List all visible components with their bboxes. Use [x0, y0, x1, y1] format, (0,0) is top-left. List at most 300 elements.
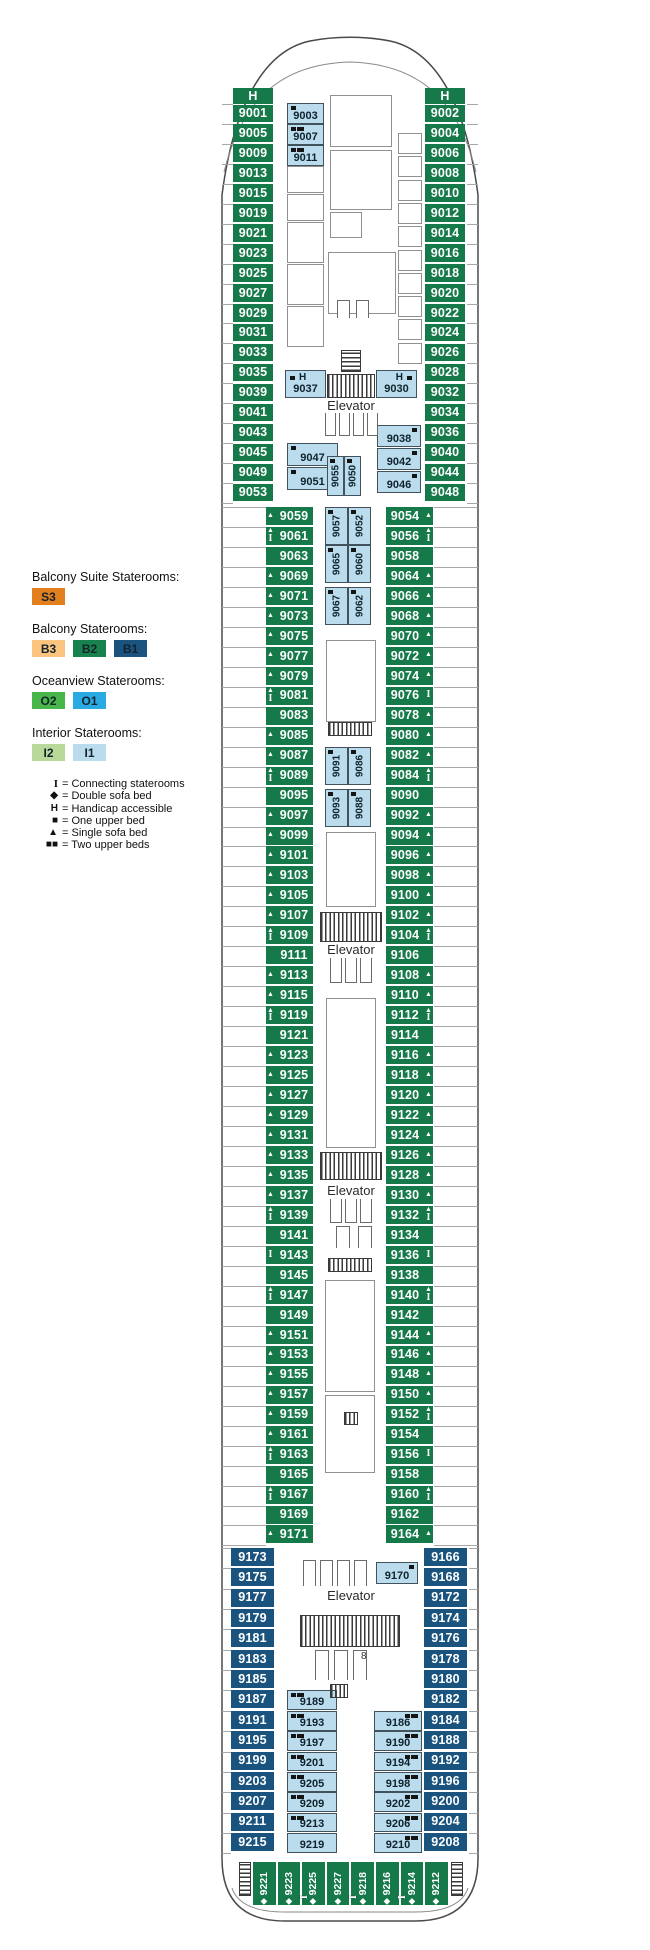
stateroom-9096[interactable]: 9096 ▲	[386, 846, 433, 864]
stateroom-9175[interactable]: 9175	[231, 1568, 274, 1586]
balcony-divider	[222, 787, 266, 788]
stateroom-9112[interactable]: 9112 ▲ I	[386, 1006, 433, 1024]
stateroom-9131[interactable]: ▲ 9131	[266, 1126, 313, 1144]
stairs-icon	[300, 1615, 400, 1647]
stateroom-9133[interactable]: ▲ 9133	[266, 1146, 313, 1164]
balcony-divider	[222, 1146, 266, 1147]
stateroom-9001[interactable]: 9001	[233, 105, 273, 123]
room-unnumbered	[398, 180, 422, 201]
stateroom-9118[interactable]: 9118 ▲	[386, 1066, 433, 1084]
balcony-divider	[467, 244, 478, 245]
balcony-divider	[434, 906, 478, 907]
stateroom-9137[interactable]: ▲ 9137	[266, 1186, 313, 1204]
stateroom-9070[interactable]: 9070 ▲	[386, 627, 433, 645]
stateroom-9213[interactable]: 9213	[287, 1813, 337, 1833]
stateroom-9058[interactable]: 9058	[386, 547, 433, 565]
stateroom-9216[interactable]: ◆ 9216	[376, 1862, 399, 1905]
stateroom-9155[interactable]: ▲ 9155	[266, 1366, 313, 1384]
stateroom-9033[interactable]: 9033	[233, 344, 273, 362]
stateroom-9166[interactable]: 9166	[424, 1548, 467, 1566]
stateroom-9092[interactable]: 9092 ▲	[386, 807, 433, 825]
balcony-divider	[434, 547, 478, 548]
stateroom-9054[interactable]: 9054 ▲	[386, 507, 433, 525]
stateroom-9198[interactable]: 9198	[374, 1772, 422, 1792]
balcony-divider	[469, 1853, 478, 1854]
stateroom-9191[interactable]: 9191	[231, 1711, 274, 1729]
balcony-divider	[434, 647, 478, 648]
stateroom-9047[interactable]: 9047	[287, 443, 338, 466]
connecting-mark: I	[345, 1895, 358, 1900]
stateroom-9132[interactable]: 9132 ▲ I	[386, 1206, 433, 1224]
balcony-divider	[434, 767, 478, 768]
room-unnumbered	[398, 343, 422, 364]
connecting-mark: I	[395, 1895, 407, 1900]
balcony-divider	[222, 1650, 231, 1651]
stateroom-9016[interactable]: 9016	[425, 244, 465, 262]
stateroom-9056[interactable]: 9056 ▲ I	[386, 527, 433, 545]
stateroom-9145[interactable]: 9145	[266, 1266, 313, 1284]
stateroom-9055[interactable]: 9055	[327, 456, 344, 496]
stateroom-9123[interactable]: ▲ 9123	[266, 1046, 313, 1064]
stateroom-9106[interactable]: 9106	[386, 946, 433, 964]
stateroom-9169[interactable]: 9169	[266, 1506, 313, 1524]
stateroom-9037[interactable]: H 9037	[285, 370, 326, 398]
stateroom-9078[interactable]: 9078 ▲	[386, 707, 433, 725]
stateroom-9218[interactable]: ◆ 9218	[351, 1862, 374, 1905]
stateroom-9193[interactable]: 9193	[287, 1711, 337, 1731]
stateroom-9140[interactable]: 9140 ▲ I	[386, 1286, 433, 1304]
stateroom-9146[interactable]: 9146 ▲	[386, 1346, 433, 1364]
stateroom-9077[interactable]: ▲ 9077	[266, 647, 313, 665]
stateroom-9036[interactable]: 9036	[425, 424, 465, 442]
stateroom-9181[interactable]: 9181	[231, 1629, 274, 1647]
stateroom-9083[interactable]: 9083	[266, 707, 313, 725]
stateroom-9208[interactable]: 9208	[424, 1833, 467, 1851]
balcony-divider	[222, 284, 233, 285]
stateroom-9168[interactable]: 9168	[424, 1568, 467, 1586]
stateroom-9144[interactable]: 9144 ▲	[386, 1326, 433, 1344]
stateroom-9223[interactable]: ◆ 9223	[278, 1862, 301, 1905]
stateroom-9099[interactable]: ▲ 9099	[266, 827, 313, 845]
stateroom-9063[interactable]: 9063	[266, 547, 313, 565]
stateroom-9225[interactable]: ◆ 9225	[302, 1862, 325, 1905]
stateroom-9142[interactable]: 9142	[386, 1306, 433, 1324]
stateroom-9002[interactable]: 9002	[425, 105, 465, 123]
stateroom-9139[interactable]: ▲ I 9139	[266, 1206, 313, 1224]
stateroom-9007[interactable]: 9007	[287, 124, 324, 145]
stateroom-9059[interactable]: ▲ 9059	[266, 507, 313, 525]
balcony-divider	[222, 503, 233, 504]
stateroom-9084[interactable]: 9084 ▲ I	[386, 767, 433, 785]
stateroom-9192[interactable]: 9192	[424, 1752, 467, 1770]
stateroom-9161[interactable]: ▲ 9161	[266, 1426, 313, 1444]
stateroom-9093[interactable]: 9093	[325, 789, 348, 827]
stateroom-9174[interactable]: 9174	[424, 1609, 467, 1627]
room-unnumbered	[326, 998, 376, 1148]
stateroom-9045[interactable]: 9045	[233, 444, 273, 462]
stateroom-9027[interactable]: 9027	[233, 284, 273, 302]
balcony-divider	[434, 587, 478, 588]
stateroom-9009[interactable]: 9009	[233, 144, 273, 162]
stateroom-9134[interactable]: 9134	[386, 1226, 433, 1244]
stateroom-9015[interactable]: 9015	[233, 184, 273, 202]
stateroom-9170[interactable]: 9170	[376, 1562, 418, 1584]
stateroom-9207[interactable]: 9207	[231, 1792, 274, 1810]
stateroom-9153[interactable]: ▲ 9153	[266, 1346, 313, 1364]
stateroom-9020[interactable]: 9020	[425, 284, 465, 302]
balcony-divider	[222, 184, 233, 185]
elevator-shaft	[334, 1650, 348, 1680]
stateroom-9098[interactable]: 9098 ▲	[386, 866, 433, 884]
stateroom-9024[interactable]: 9024	[425, 324, 465, 342]
elevator-shaft	[367, 413, 378, 436]
stateroom-9034[interactable]: 9034	[425, 404, 465, 422]
stateroom-9221[interactable]: ◆ 9221	[253, 1862, 276, 1905]
stateroom-9141[interactable]: 9141	[266, 1226, 313, 1244]
stateroom-9039[interactable]: 9039	[233, 384, 273, 402]
balcony-divider	[434, 1126, 478, 1127]
stateroom-9160[interactable]: 9160 ▲ I	[386, 1486, 433, 1504]
stateroom-9119[interactable]: ▲ I 9119	[266, 1006, 313, 1024]
balcony-divider	[434, 926, 478, 927]
balcony-divider	[222, 1446, 266, 1447]
stateroom-9120[interactable]: 9120 ▲	[386, 1086, 433, 1104]
balcony-divider	[222, 1792, 231, 1793]
stateroom-9149[interactable]: 9149	[266, 1306, 313, 1324]
balcony-divider	[222, 1126, 266, 1127]
stateroom-9014[interactable]: 9014	[425, 224, 465, 242]
stateroom-9052[interactable]: 9052	[348, 507, 371, 545]
stateroom-9038[interactable]: 9038	[377, 425, 421, 447]
balcony-divider	[222, 1386, 266, 1387]
stateroom-9157[interactable]: ▲ 9157	[266, 1386, 313, 1404]
stateroom-9158[interactable]: 9158	[386, 1466, 433, 1484]
stateroom-9095[interactable]: 9095	[266, 787, 313, 805]
stateroom-9176[interactable]: 9176	[424, 1629, 467, 1647]
stateroom-9190[interactable]: 9190	[374, 1731, 422, 1751]
stateroom-9165[interactable]: 9165	[266, 1466, 313, 1484]
stateroom-9125[interactable]: ▲ 9125	[266, 1066, 313, 1084]
stateroom-9108[interactable]: 9108 ▲	[386, 966, 433, 984]
stateroom-9076[interactable]: 9076 I	[386, 687, 433, 705]
balcony-divider	[469, 1752, 478, 1753]
stateroom-9049[interactable]: 9049	[233, 464, 273, 482]
stateroom-9046[interactable]: 9046	[377, 471, 421, 493]
legend-symbol-glyph: ■	[51, 814, 58, 826]
stateroom-9124[interactable]: 9124 ▲	[386, 1126, 433, 1144]
stateroom-9067[interactable]: 9067	[325, 587, 348, 625]
stateroom-9154[interactable]: 9154	[386, 1426, 433, 1444]
stateroom-9013[interactable]: 9013	[233, 164, 273, 182]
stateroom-9071[interactable]: ▲ 9071	[266, 587, 313, 605]
balcony-divider	[222, 667, 266, 668]
balcony-divider	[222, 846, 266, 847]
stateroom-9031[interactable]: 9031	[233, 324, 273, 342]
balcony-divider	[467, 483, 478, 484]
stateroom-9202[interactable]: 9202	[374, 1792, 422, 1812]
room-unnumbered	[398, 273, 422, 294]
stateroom-9201[interactable]: 9201	[287, 1752, 337, 1772]
stateroom-9068[interactable]: 9068 ▲	[386, 607, 433, 625]
room-unnumbered	[287, 264, 324, 305]
stateroom-9060[interactable]: 9060	[348, 545, 371, 583]
stateroom-9069[interactable]: ▲ 9069	[266, 567, 313, 585]
stateroom-9121[interactable]: 9121	[266, 1026, 313, 1044]
balcony-divider	[467, 323, 478, 324]
stateroom-9138[interactable]: 9138	[386, 1266, 433, 1284]
stateroom-9003[interactable]: 9003	[287, 103, 324, 124]
stateroom-9172[interactable]: 9172	[424, 1589, 467, 1607]
stateroom-9197[interactable]: 9197	[287, 1731, 337, 1751]
stateroom-9079[interactable]: ▲ 9079	[266, 667, 313, 685]
balcony-divider	[434, 946, 478, 947]
stateroom-9053[interactable]: 9053	[233, 484, 273, 502]
balcony-divider	[222, 443, 233, 444]
stateroom-9094[interactable]: 9094 ▲	[386, 827, 433, 845]
stateroom-9081[interactable]: ▲ I 9081	[266, 687, 313, 705]
stateroom-9101[interactable]: ▲ 9101	[266, 846, 313, 864]
stateroom-9050[interactable]: 9050	[344, 456, 361, 496]
stateroom-9127[interactable]: ▲ 9127	[266, 1086, 313, 1104]
stateroom-9163[interactable]: ▲ I 9163	[266, 1446, 313, 1464]
stateroom-9199[interactable]: 9199	[231, 1752, 274, 1770]
stateroom-9189[interactable]: 9189	[287, 1690, 337, 1710]
stateroom-9109[interactable]: ▲ I 9109	[266, 926, 313, 944]
stateroom-9100[interactable]: 9100 ▲	[386, 886, 433, 904]
stateroom-9136[interactable]: 9136 I	[386, 1246, 433, 1264]
stateroom-9010[interactable]: 9010	[425, 184, 465, 202]
stateroom-9062[interactable]: 9062	[348, 587, 371, 625]
balcony-divider	[222, 1589, 231, 1590]
stateroom-9089[interactable]: ▲ I 9089	[266, 767, 313, 785]
balcony-divider	[434, 1146, 478, 1147]
balcony-divider	[222, 767, 266, 768]
stateroom-9090[interactable]: 9090	[386, 787, 433, 805]
balcony-divider	[222, 1246, 266, 1247]
stateroom-9028[interactable]: 9028	[425, 364, 465, 382]
balcony-divider	[434, 1466, 478, 1467]
stateroom-9196[interactable]: 9196	[424, 1772, 467, 1790]
stateroom-9026[interactable]: 9026	[425, 344, 465, 362]
stateroom-9116[interactable]: 9116 ▲	[386, 1046, 433, 1064]
stateroom-9156[interactable]: 9156 I	[386, 1446, 433, 1464]
legend-swatch-O2: O2	[32, 692, 65, 709]
balcony-divider	[222, 1046, 266, 1047]
room-unnumbered	[398, 156, 422, 177]
stateroom-9111[interactable]: 9111	[266, 946, 313, 964]
stateroom-9128[interactable]: 9128 ▲	[386, 1166, 433, 1184]
stateroom-9147[interactable]: ▲ I 9147	[266, 1286, 313, 1304]
stateroom-9150[interactable]: 9150 ▲	[386, 1386, 433, 1404]
balcony-divider	[222, 1833, 231, 1834]
stateroom-9065[interactable]: 9065	[325, 545, 348, 583]
balcony-divider	[222, 1206, 266, 1207]
balcony-divider	[434, 986, 478, 987]
stateroom-9164[interactable]: 9164 ▲	[386, 1525, 433, 1543]
stateroom-9082[interactable]: 9082 ▲	[386, 747, 433, 765]
stateroom-9012[interactable]: 9012	[425, 204, 465, 222]
balcony-divider	[222, 946, 266, 947]
stateroom-9210[interactable]: 9210	[374, 1833, 422, 1853]
stairs-icon	[320, 912, 382, 942]
stairs-icon	[327, 374, 375, 398]
elevator-shaft	[325, 413, 336, 436]
stateroom-9215[interactable]: 9215	[231, 1833, 274, 1851]
stateroom-9206[interactable]: 9206	[374, 1813, 422, 1833]
stateroom-9011[interactable]: 9011	[287, 145, 324, 166]
stateroom-9040[interactable]: 9040	[425, 444, 465, 462]
stateroom-9148[interactable]: 9148 ▲	[386, 1366, 433, 1384]
stateroom-9042[interactable]: 9042	[377, 448, 421, 470]
stateroom-9086[interactable]: 9086	[348, 747, 371, 785]
stateroom-9035[interactable]: 9035	[233, 364, 273, 382]
stateroom-9185[interactable]: 9185	[231, 1670, 274, 1688]
stateroom-9167[interactable]: ▲ I 9167	[266, 1486, 313, 1504]
balcony-divider	[222, 1066, 266, 1067]
stateroom-9018[interactable]: 9018	[425, 264, 465, 282]
stateroom-9107[interactable]: ▲ 9107	[266, 906, 313, 924]
balcony-divider	[467, 403, 478, 404]
stateroom-9023[interactable]: 9023	[233, 244, 273, 262]
stateroom-9200[interactable]: 9200	[424, 1792, 467, 1810]
balcony-divider	[222, 224, 233, 225]
balcony-divider	[434, 1026, 478, 1027]
balcony-divider	[434, 1506, 478, 1507]
stateroom-9004[interactable]: 9004	[425, 124, 465, 142]
stateroom-9135[interactable]: ▲ 9135	[266, 1166, 313, 1184]
stateroom-9162[interactable]: 9162	[386, 1506, 433, 1524]
stateroom-9214[interactable]: ◆ 9214	[401, 1862, 424, 1905]
stateroom-9061[interactable]: ▲ I 9061	[266, 527, 313, 545]
stateroom-9122[interactable]: 9122 ▲	[386, 1106, 433, 1124]
balcony-divider	[434, 866, 478, 867]
connecting-mark: I	[296, 1895, 309, 1900]
stateroom-9025[interactable]: 9025	[233, 264, 273, 282]
stateroom-9097[interactable]: ▲ 9097	[266, 807, 313, 825]
balcony-divider	[467, 104, 478, 105]
stateroom-9087[interactable]: ▲ 9087	[266, 747, 313, 765]
stateroom-9073[interactable]: ▲ 9073	[266, 607, 313, 625]
stateroom-9080[interactable]: 9080 ▲	[386, 727, 433, 745]
stateroom-9209[interactable]: 9209	[287, 1792, 337, 1812]
stateroom-9088[interactable]: 9088	[348, 789, 371, 827]
stateroom-9219[interactable]: 9219	[287, 1833, 337, 1853]
stateroom-9182[interactable]: 9182	[424, 1690, 467, 1708]
stateroom-9051[interactable]: 9051	[287, 467, 338, 490]
stateroom-9151[interactable]: ▲ 9151	[266, 1326, 313, 1344]
stairs-icon	[239, 1862, 251, 1896]
stateroom-9064[interactable]: 9064 ▲	[386, 567, 433, 585]
stateroom-9212[interactable]: ◆ 9212	[425, 1862, 448, 1905]
balcony-divider	[222, 966, 266, 967]
stateroom-9022[interactable]: 9022	[425, 304, 465, 322]
balcony-divider	[467, 363, 478, 364]
stateroom-9043[interactable]: 9043	[233, 424, 273, 442]
stateroom-9184[interactable]: 9184	[424, 1711, 467, 1729]
balcony-divider	[222, 1853, 231, 1854]
stateroom-9075[interactable]: ▲ 9075	[266, 627, 313, 645]
stateroom-9030[interactable]: H 9030	[376, 370, 417, 398]
stateroom-9113[interactable]: ▲ 9113	[266, 966, 313, 984]
balcony-divider	[222, 1690, 231, 1691]
stateroom-9152[interactable]: 9152 ▲ I	[386, 1406, 433, 1424]
balcony-divider	[469, 1813, 478, 1814]
stateroom-9159[interactable]: ▲ 9159	[266, 1406, 313, 1424]
stateroom-9103[interactable]: ▲ 9103	[266, 866, 313, 884]
stateroom-9178[interactable]: 9178	[424, 1650, 467, 1668]
stateroom-9115[interactable]: ▲ 9115	[266, 986, 313, 1004]
stateroom-9180[interactable]: 9180	[424, 1670, 467, 1688]
stateroom-9102[interactable]: 9102 ▲	[386, 906, 433, 924]
stateroom-9205[interactable]: 9205	[287, 1772, 337, 1792]
stateroom-9177[interactable]: 9177	[231, 1589, 274, 1607]
stateroom-9074[interactable]: 9074 ▲	[386, 667, 433, 685]
stateroom-9203[interactable]: 9203	[231, 1772, 274, 1790]
balcony-divider	[467, 383, 478, 384]
stairs-icon	[328, 1258, 372, 1272]
stateroom-9211[interactable]: 9211	[231, 1813, 274, 1831]
stateroom-9186[interactable]: 9186	[374, 1711, 422, 1731]
stateroom-9057[interactable]: 9057	[325, 507, 348, 545]
stateroom-9008[interactable]: 9008	[425, 164, 465, 182]
stateroom-9041[interactable]: 9041	[233, 404, 273, 422]
balcony-divider	[222, 527, 266, 528]
stateroom-9129[interactable]: ▲ 9129	[266, 1106, 313, 1124]
legend-symbol-glyph: I	[53, 778, 58, 790]
legend-symbol-row: ▲ = Single sofa bed	[32, 827, 217, 839]
stateroom-9194[interactable]: 9194	[374, 1752, 422, 1772]
elevator-shaft	[330, 958, 342, 983]
stateroom-9044[interactable]: 9044	[425, 464, 465, 482]
balcony-divider	[222, 986, 266, 987]
stateroom-9179[interactable]: 9179	[231, 1609, 274, 1627]
stateroom-9005[interactable]: 9005	[233, 124, 273, 142]
balcony-divider	[434, 1166, 478, 1167]
stateroom-9104[interactable]: 9104 ▲ I	[386, 926, 433, 944]
stateroom-9183[interactable]: 9183	[231, 1650, 274, 1668]
stateroom-9085[interactable]: ▲ 9085	[266, 727, 313, 745]
stateroom-9110[interactable]: 9110 ▲	[386, 986, 433, 1004]
legend-symbol-glyph: ▲	[48, 827, 58, 839]
balcony-divider	[434, 1266, 478, 1267]
stateroom-9091[interactable]: 9091	[325, 747, 348, 785]
balcony-divider	[222, 866, 266, 867]
stateroom-9195[interactable]: 9195	[231, 1731, 274, 1749]
stateroom-9029[interactable]: 9029	[233, 304, 273, 322]
stateroom-9114[interactable]: 9114	[386, 1026, 433, 1044]
stateroom-9187[interactable]: 9187	[231, 1690, 274, 1708]
stateroom-9006[interactable]: 9006	[425, 144, 465, 162]
stateroom-9072[interactable]: 9072 ▲	[386, 647, 433, 665]
stateroom-9126[interactable]: 9126 ▲	[386, 1146, 433, 1164]
room-unnumbered	[287, 222, 324, 263]
stateroom-9188[interactable]: 9188	[424, 1731, 467, 1749]
balcony-divider	[467, 124, 478, 125]
stateroom-9032[interactable]: 9032	[425, 384, 465, 402]
stateroom-9066[interactable]: 9066 ▲	[386, 587, 433, 605]
stateroom-9105[interactable]: ▲ 9105	[266, 886, 313, 904]
balcony-divider	[434, 1046, 478, 1047]
stateroom-9227[interactable]: ◆ 9227	[327, 1862, 350, 1905]
stateroom-9019[interactable]: 9019	[233, 204, 273, 222]
stateroom-9130[interactable]: 9130 ▲	[386, 1186, 433, 1204]
stateroom-9204[interactable]: 9204	[424, 1813, 467, 1831]
stateroom-9143[interactable]: I 9143	[266, 1246, 313, 1264]
stateroom-9171[interactable]: ▲ 9171	[266, 1525, 313, 1543]
stateroom-9048[interactable]: 9048	[425, 484, 465, 502]
stateroom-9173[interactable]: 9173	[231, 1548, 274, 1566]
stateroom-9021[interactable]: 9021	[233, 224, 273, 242]
